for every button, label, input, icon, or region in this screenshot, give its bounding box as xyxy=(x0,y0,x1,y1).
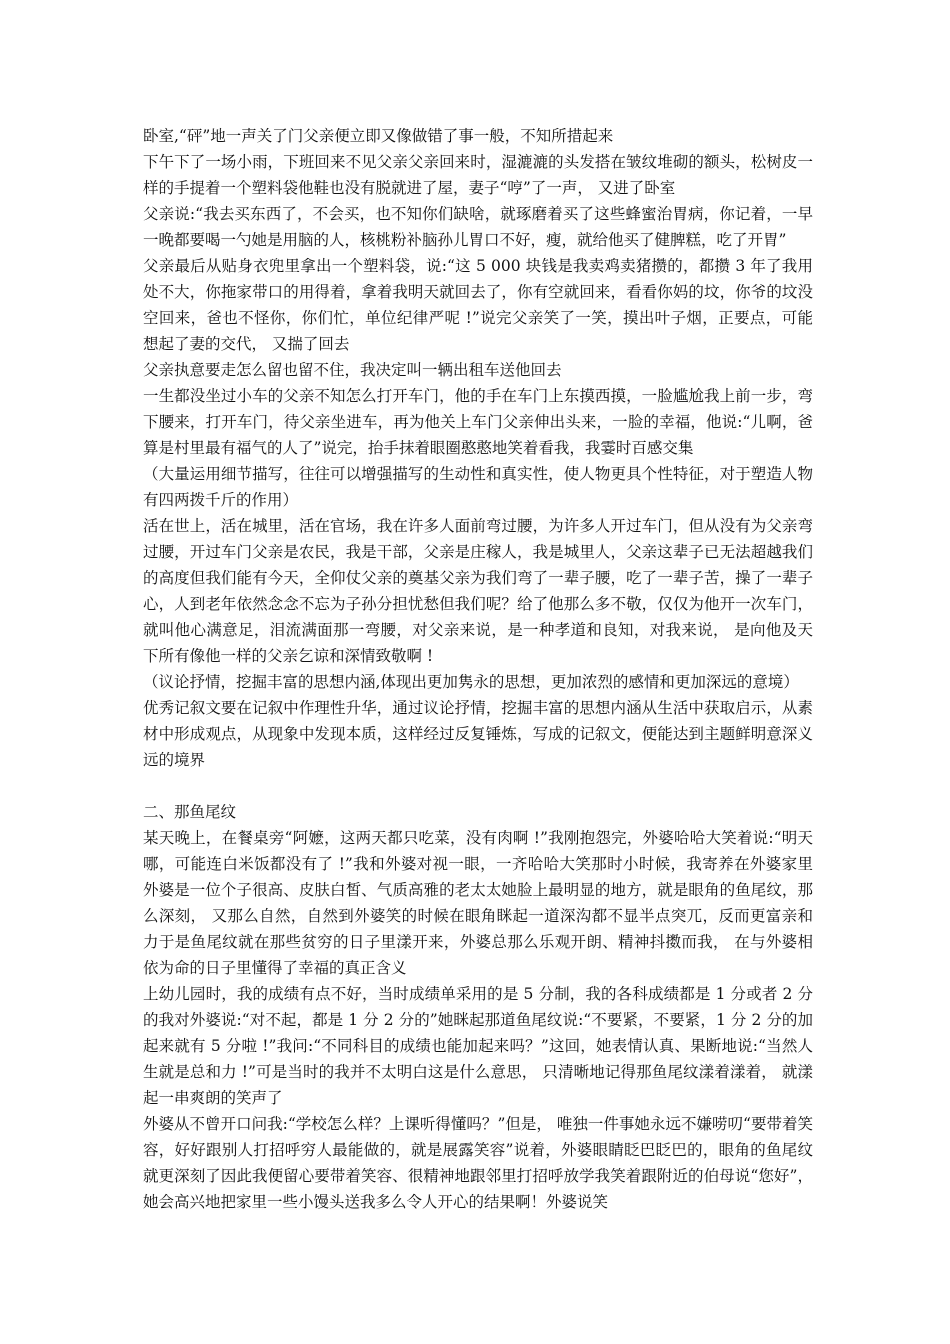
paragraph: 父亲最后从贴身衣兜里拿出一个塑料袋，说:“这 5 000 块钱是我卖鸡卖猪攒的，都攒 3 年了我用处不大，你拖家带口的用得着，拿着我明天就回去了，你有空就回来，看看你妈的坟，你爷的坟没空回来，爸也不怪你，你们忙，单位纪律严呢 !”说完父亲笑了一笑，摸出叶子烟，正要点，可能想起了妻的交代， 又揣了回去 xyxy=(143,257,813,353)
paragraph: 活在世上，活在城里，活在官场，我在许多人面前弯过腰，为许多人开过车门，但从没有为父亲弯过腰，开过车门父亲是农民，我是干部，父亲是庄稼人，我是城里人，父亲这辈子已无法超越我们的高度但我们能有今天，全仰仗父亲的奠基父亲为我们弯了一辈子腰，吃了一辈子苦，操了一辈子心，人到老年依然念念不忘为子孙分担忧愁但我们呢？给了他那么多不敬，仅仅为他开一次车门，就叫他心满意足，泪流满面那一弯腰，对父亲来说，是一种孝道和良知，对我来说， 是向他及天下所有像他一样的父亲乞谅和深情致敬啊 ! xyxy=(143,517,813,665)
paragraph: 一生都没坐过小车的父亲不知怎么打开车门，他的手在车门上东摸西摸，一脸尴尬我上前一步，弯下腰来，打开车门，待父亲坐进车，再为他关上车门父亲伸出头来，一脸的幸福，他说:“儿啊，爸算是村里最有福气的人了”说完，抬手抹着眼圈憨憨地笑着看我，我霎时百感交集 xyxy=(143,387,813,457)
paragraph: 上幼儿园时，我的成绩有点不好，当时成绩单采用的是 5 分制，我的各科成绩都是 1 分或者 2 分的我对外婆说:“对不起，都是 1 分 2 分的”她眯起那道鱼尾纹说:“不要紧，不要紧，1 分 2 分的加起来就有 5 分啦 !”我问:“不同科目的成绩也能加起来吗？”这回，她表情认真、果断地说:“当然人生就是总和力 !”可是当时的我并不太明白这是什么意思， 只清晰地记得那鱼尾纹漾着漾着， 就漾起一串爽朗的笑声了 xyxy=(143,985,813,1107)
paragraph: 卧室,“砰”地一声关了门父亲便立即又像做错了事一般，不知所措起来 xyxy=(143,127,614,145)
document-page xyxy=(143,123,813,1215)
section-heading: 二、那鱼尾纹 xyxy=(143,803,237,821)
paragraph: 父亲说:“我去买东西了，不会买，也不知你们缺啥，就琢磨着买了这些蜂蜜治胃病，你记着，一早一晚都要喝一勺她是用脑的人，核桃粉补脑孙儿胃口不好，瘦，就给他买了健脾糕，吃了开胃” xyxy=(143,205,813,249)
paragraph: 下午下了一场小雨，下班回来不见父亲父亲回来时，湿漉漉的头发搭在皱纹堆砌的额头，松树皮一样的手提着一个塑料袋他鞋也没有脱就进了屋，妻子“哼”了一声， 又进了卧室 xyxy=(143,153,813,197)
annotation-paragraph: （议论抒情，挖掘丰富的思想内涵,体现出更加隽永的思想，更加浓烈的感情和更加深远的意境） xyxy=(143,673,799,691)
paragraph: 外婆从不曾开口问我:“学校怎么样？上课听得懂吗？”但是， 唯独一件事她永远不嫌唠叨“要带着笑容，好好跟别人打招呼穷人最能做的，就是展露笑容”说着，外婆眼睛眨巴眨巴的，眼角的鱼尾纹就更深刻了因此我便留心要带着笑容、很精神地跟邻里打招呼放学我笑着跟附近的伯母说“您好”，她会高兴地把家里一些小馒头送我多么令人开心的结果啊！外婆说笑 xyxy=(143,1115,813,1211)
paragraph: 优秀记叙文要在记叙中作理性升华，通过议论抒情，挖掘丰富的思想内涵从生活中获取启示，从素材中形成观点，从现象中发现本质，这样经过反复锤炼，写成的记叙文，便能达到主题鲜明意深义远的境界 xyxy=(143,699,813,769)
blank-line xyxy=(143,773,813,799)
paragraph: 父亲执意要走怎么留也留不住，我决定叫一辆出租车送他回去 xyxy=(143,361,562,379)
annotation-paragraph: （大量运用细节描写，往往可以增强描写的生动性和真实性，使人物更具个性特征，对于塑造人物有四两拨千斤的作用） xyxy=(143,465,813,509)
paragraph: 某天晚上，在餐桌旁“阿嬷，这两天都只吃菜，没有肉啊 !”我刚抱怨完，外婆哈哈大笑着说:“明天哪，可能连白米饭都没有了 !”我和外婆对视一眼，一齐哈哈大笑那时小时候，我寄养在外婆家里外婆是一位个子很高、皮肤白皙、气质高雅的老太太她脸上最明显的地方，就是眼角的鱼尾纹，那么深刻， 又那么自然，自然到外婆笑的时候在眼角眯起一道深沟都不显半点突兀，反而更富亲和力于是鱼尾纹就在那些贫穷的日子里漾开来，外婆总那么乐观开朗、精神抖擞而我， 在与外婆相依为命的日子里懂得了幸福的真正含义 xyxy=(143,829,813,977)
